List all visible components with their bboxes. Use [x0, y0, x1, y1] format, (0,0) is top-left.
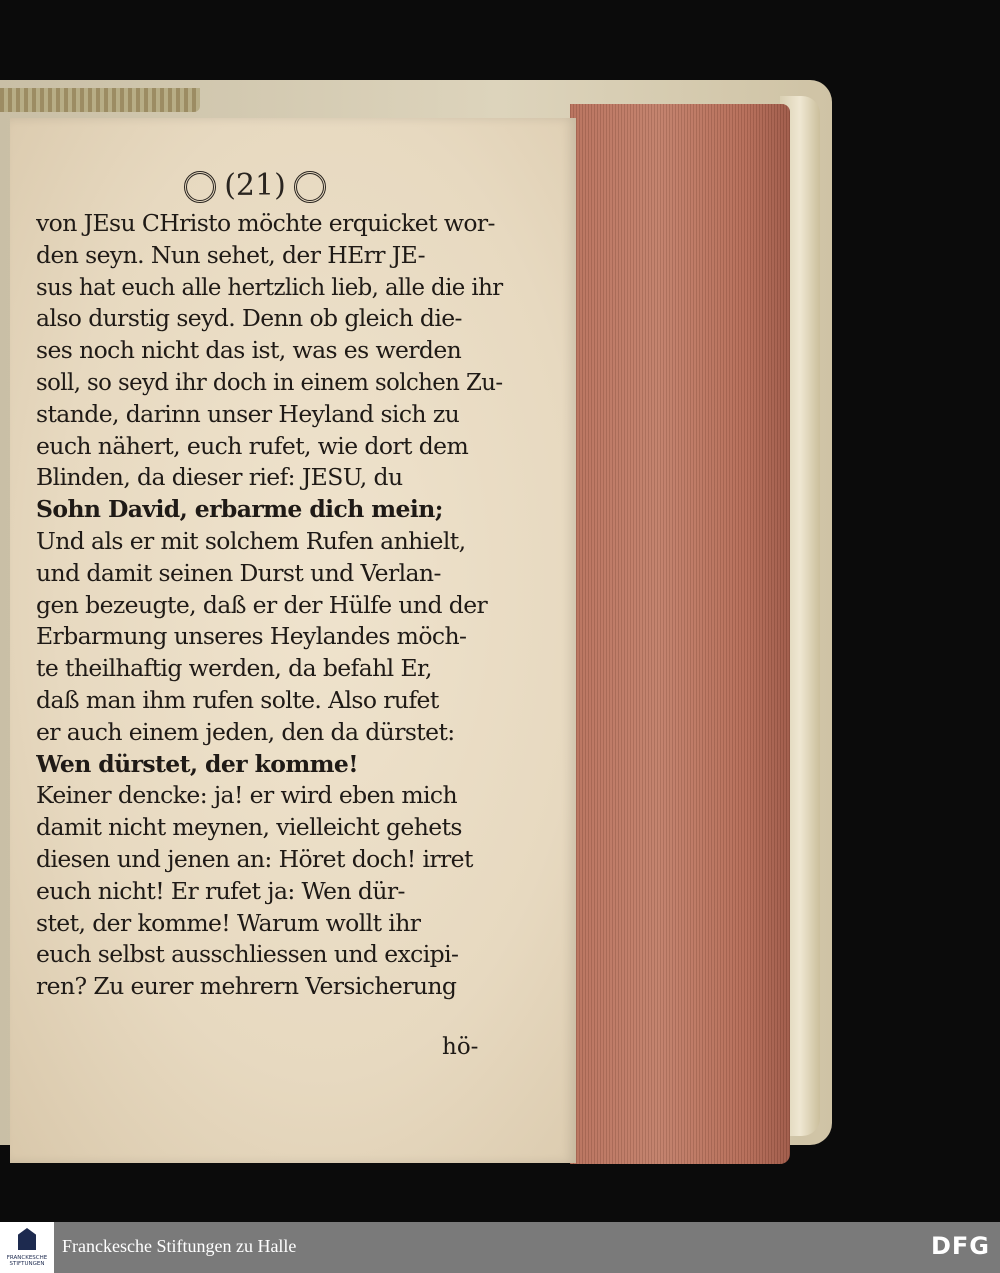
- page-number: (21): [175, 168, 335, 203]
- text-line: soll, so seyd ihr doch in einem solchen Zu-: [36, 367, 503, 396]
- building-icon: [18, 1228, 36, 1250]
- text-line: daß man ihm rufen solte. Also rufet: [36, 685, 439, 714]
- text-line: stande, darinn unser Heyland sich zu: [36, 399, 460, 428]
- page-fore-edge: [570, 104, 790, 1164]
- text-line: Erbarmung unseres Heylandes möch-: [36, 622, 467, 651]
- text-line: euch selbst ausschliessen und excipi-: [36, 940, 459, 969]
- text-line: gen bezeugte, daß er der Hülfe und der: [36, 590, 488, 619]
- catchword: hö-: [442, 1034, 479, 1060]
- text-line: damit nicht meynen, vielleicht gehets: [36, 813, 462, 842]
- flower-ornament-icon: [184, 171, 216, 203]
- text-line: Blinden, da dieser rief: JESU, du: [36, 463, 403, 492]
- text-line: also durstig seyd. Denn ob gleich die-: [36, 304, 462, 333]
- text-line: ren? Zu eurer mehrern Versicherung: [36, 972, 457, 1001]
- text-line: diesen und jenen an: Höret doch! irret: [36, 844, 473, 873]
- text-line: von JEsu CHristo möchte erquicket wor-: [36, 209, 495, 237]
- text-line: Keiner dencke: ja! er wird eben mich: [36, 781, 458, 810]
- flower-ornament-icon: [294, 171, 326, 203]
- text-line: sus hat euch alle hertzlich lieb, alle die ihr: [36, 272, 503, 301]
- text-line: euch nähert, euch rufet, wie dort dem: [36, 431, 469, 460]
- institution-logo[interactable]: [0, 1222, 54, 1273]
- text-line: und damit seinen Durst und Verlan-: [36, 558, 441, 587]
- book-headband: [0, 88, 200, 112]
- text-line: den seyn. Nun sehet, der HErr JE-: [36, 240, 425, 269]
- text-line: Wen dürstet, der komme!: [36, 749, 358, 778]
- logo-text: FRANCKESCHE STIFTUNGEN: [6, 1255, 48, 1267]
- institution-name[interactable]: Franckesche Stiftungen zu Halle: [62, 1236, 297, 1256]
- text-line: Sohn David, erbarme dich mein;: [36, 495, 443, 524]
- text-line: ses noch nicht das ist, was es werden: [36, 336, 462, 365]
- dfg-logo[interactable]: DFG: [930, 1232, 990, 1260]
- text-line: euch nicht! Er rufet ja: Wen dür-: [36, 876, 405, 905]
- text-line: stet, der komme! Warum wollt ihr: [36, 908, 421, 937]
- text-line: Und als er mit solchem Rufen anhielt,: [36, 526, 466, 555]
- page-text: [36, 208, 502, 1003]
- text-line: te theilhaftig werden, da befahl Er,: [36, 654, 432, 683]
- text-line: er auch einem jeden, den da dürstet:: [36, 717, 455, 746]
